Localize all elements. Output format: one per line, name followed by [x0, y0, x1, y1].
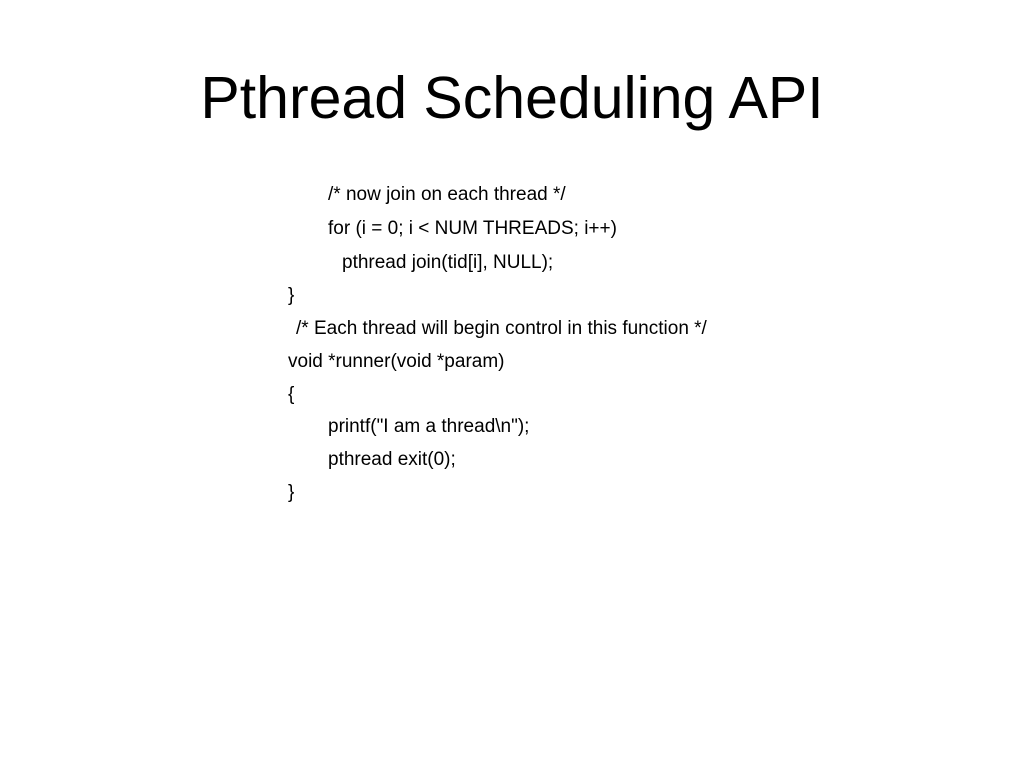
code-line: pthread join(tid[i], NULL); — [342, 252, 554, 273]
code-line: /* Each thread will begin control in this function */ — [296, 318, 707, 339]
code-line: } — [288, 285, 295, 306]
code-line: { — [288, 384, 295, 405]
code-line: } — [288, 482, 295, 503]
code-line: printf("I am a thread\n"); — [328, 416, 530, 437]
slide-title: Pthread Scheduling API — [200, 65, 824, 131]
code-line: /* now join on each thread */ — [328, 184, 566, 205]
code-line: void *runner(void *param) — [288, 351, 505, 372]
code-line: pthread exit(0); — [328, 449, 456, 470]
code-line: for (i = 0; i < NUM THREADS; i++) — [328, 218, 617, 239]
